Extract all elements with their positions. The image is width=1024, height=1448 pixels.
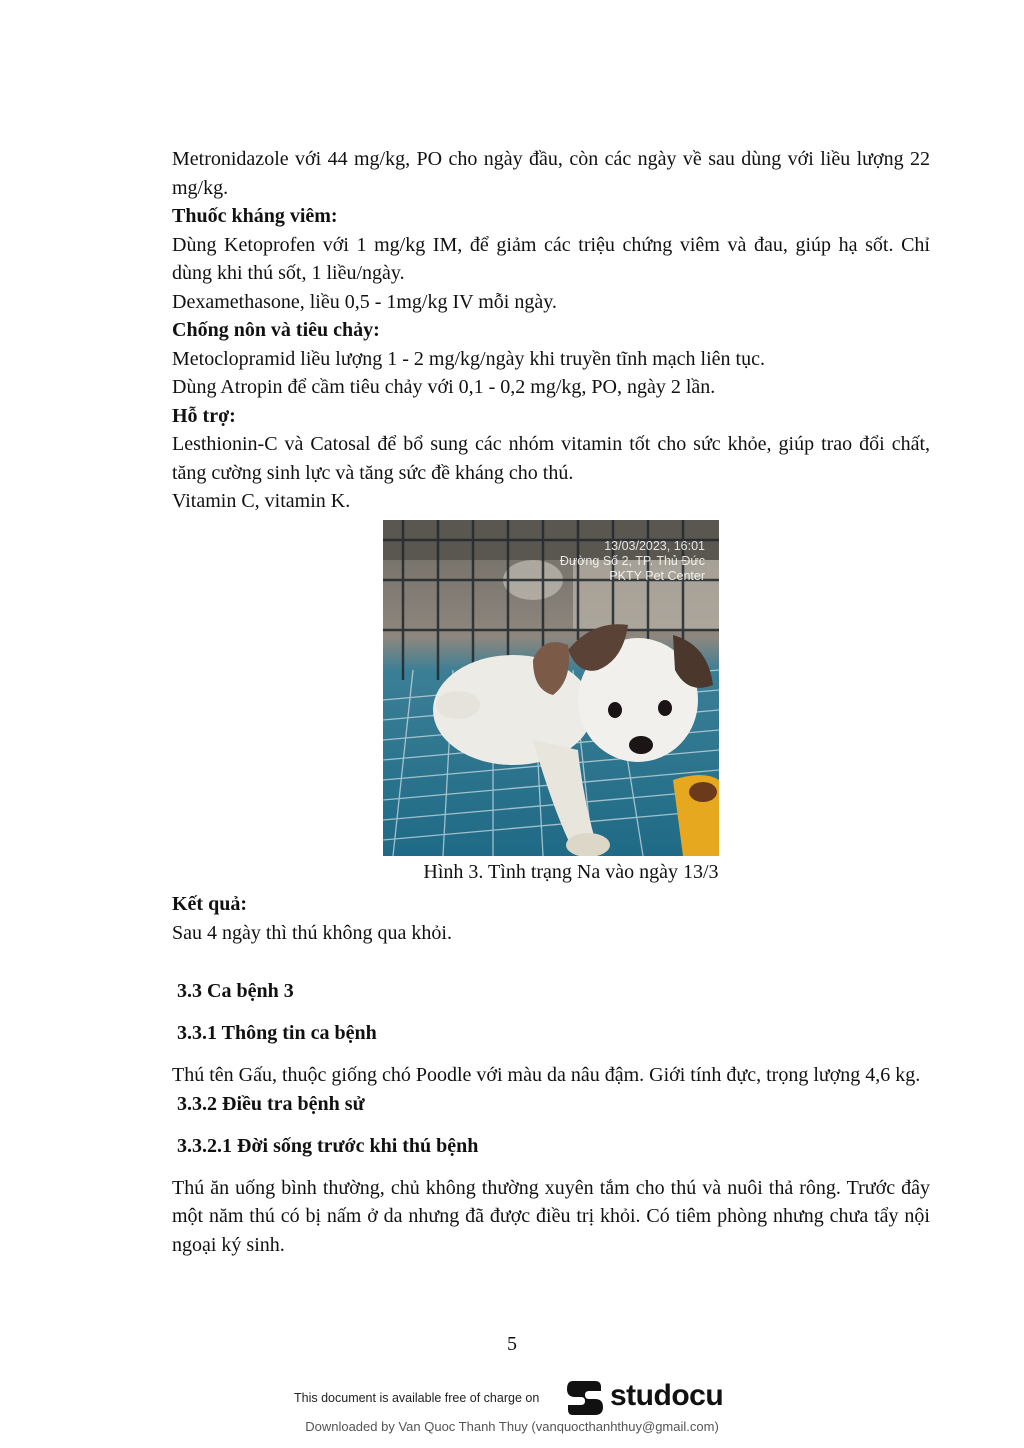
heading-antiemetic: Chống nôn và tiêu chảy: [172, 319, 380, 341]
studocu-footer [0, 1377, 1024, 1421]
paragraph-life-before: Thú ăn uống bình thường, chủ không thường xuyên tắm cho thú và nuôi thả rông. Trước đây một năm thú có bị nấm ở da nhưng đã được điều trị khỏi. Có tiêm phòng nhưng chưa tẩy nội ngoại ký sinh. [172, 1176, 930, 1256]
photo-clinic: PKTY Pet Center [609, 568, 705, 583]
figure-dog-photo [383, 520, 719, 856]
photo-location: Đường Số 2, TP. Thủ Đức [559, 553, 705, 568]
heading-result: Kết quả: [172, 893, 247, 915]
document-body [172, 145, 930, 1259]
heading-3-3: 3.3 Ca bệnh 3 [177, 980, 294, 1002]
heading-3-3-2-1: 3.3.2.1 Đời sống trước khi thú bệnh [177, 1134, 479, 1157]
paragraph-metronidazole: Metronidazole với 44 mg/kg, PO cho ngày đầu, còn các ngày về sau dùng với liều lượng 22 mg/kg. [172, 148, 930, 199]
paragraph-ketoprofen: Dùng Ketoprofen với 1 mg/kg IM, để giảm các triệu chứng viêm và đau, giúp hạ sốt. Chỉ dùng khi thú sốt, 1 liều/ngày. [172, 233, 930, 284]
paragraph-metoclopramid: Metoclopramid liều lượng 1 - 2 mg/kg/ngày khi truyền tĩnh mạch liên tục. [172, 347, 765, 370]
heading-3-3-1: 3.3.1 Thông tin ca bệnh [177, 1022, 377, 1044]
paragraph-result: Sau 4 ngày thì thú không qua khỏi. [172, 921, 452, 944]
dog-in-cage-image [383, 520, 719, 856]
paragraph-case-info: Thú tên Gấu, thuộc giống chó Poodle với màu da nâu đậm. Giới tính đực, trọng lượng 4,6 kg. [172, 1064, 921, 1086]
figure-caption: Hình 3. Tình trạng Na vào ngày 13/3 [423, 860, 719, 883]
heading-support: Hỗ trợ: [172, 404, 236, 427]
heading-3-3-2: 3.3.2 Điều tra bệnh sử [177, 1092, 365, 1115]
studocu-brand-text[interactable]: studocu [610, 1379, 724, 1412]
page-number: 5 [507, 1333, 517, 1355]
footer-available-text: This document is available free of charge on [294, 1391, 540, 1405]
paragraph-atropin: Dùng Atropin để cầm tiêu chảy với 0,1 - 0,2 mg/kg, PO, ngày 2 lần. [172, 376, 716, 398]
paragraph-vitamins: Vitamin C, vitamin K. [172, 490, 351, 512]
footer-downloaded-by: Downloaded by Van Quoc Thanh Thuy (vanquocthanhthuy@gmail.com) [305, 1419, 719, 1434]
paragraph-dexamethasone: Dexamethasone, liều 0,5 - 1mg/kg IV mỗi ngày. [172, 290, 557, 313]
paragraph-lesthionin: Lesthionin-C và Catosal để bổ sung các nhóm vitamin tốt cho sức khỏe, giúp trao đổi chất, tăng cường sinh lực và tăng sức đề kháng cho thú. [172, 433, 930, 484]
heading-anti-inflammatory: Thuốc kháng viêm: [172, 205, 338, 227]
studocu-logo-icon[interactable] [565, 1377, 605, 1419]
photo-timestamp: 13/03/2023, 16:01 [604, 538, 705, 553]
